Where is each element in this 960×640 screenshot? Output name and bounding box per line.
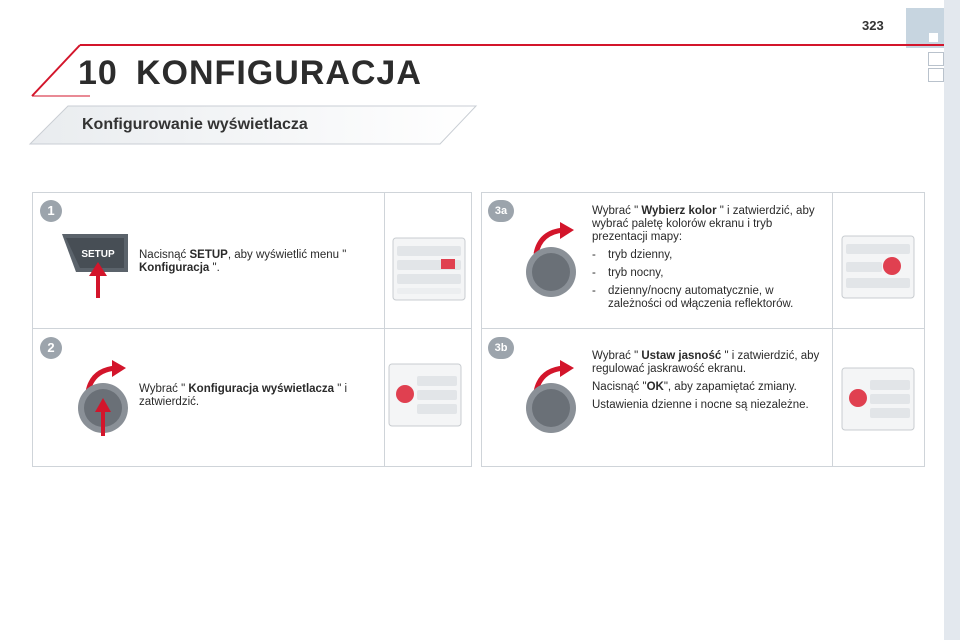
page-tab <box>906 8 944 48</box>
page-number: 323 <box>862 18 884 33</box>
list-item: - dzienny/nocny automatycznie, w zależności od włączenia reflektorów. <box>592 285 826 311</box>
setup-button-illustration <box>58 226 134 300</box>
side-marker-box <box>928 68 944 82</box>
rotary-knob-illustration <box>70 360 136 438</box>
radio-panel-thumbnail <box>840 230 916 306</box>
step-2-text: Wybrać " Konfiguracja wyświetlacza " i zatwierdzić. <box>139 383 348 408</box>
color-mode-list <box>592 249 826 311</box>
chapter-number: 10 <box>78 54 118 92</box>
step-badge-3b: 3b <box>488 337 514 359</box>
step-badge-2: 2 <box>40 337 62 359</box>
chapter-title: KONFIGURACJA <box>136 54 422 92</box>
rotary-knob-illustration <box>518 222 584 300</box>
step-badge-3a: 3a <box>488 200 514 222</box>
list-item: - tryb nocny, <box>592 267 826 280</box>
divider <box>481 328 925 329</box>
list-item: - tryb dzienny, <box>592 249 826 262</box>
divider <box>32 328 472 329</box>
chapter-rule <box>80 44 944 46</box>
divider <box>832 192 833 467</box>
radio-panel-thumbnail <box>387 358 463 434</box>
divider <box>384 192 385 467</box>
side-strip <box>944 0 960 640</box>
step-badge-1: 1 <box>40 200 62 222</box>
rotary-knob-illustration <box>518 360 584 438</box>
setup-label: SETUP <box>81 249 115 260</box>
section-title: Konfigurowanie wyświetlacza <box>82 116 308 133</box>
radio-panel-thumbnail <box>840 362 916 438</box>
step-3b-text: Wybrać " Ustaw jasność " i zatwierdzić, aby regulować jaskrawość ekranu. Nacisnąć "OK", aby zapamiętać zmiany. Ustawienia dzienne i nocne są niezależne. <box>592 350 820 411</box>
radio-panel-thumbnail <box>391 232 467 308</box>
step-3a-text: Wybrać " Wybierz kolor " i zatwierdzić, aby wybrać paletę kolorów ekranu i tryb prezentacji mapy: - tryb dzienny, - tryb nocny, - dzienny/nocny automatycznie, w zależności od włączenia reflektorów. <box>592 205 826 316</box>
step-1-text: Nacisnąć SETUP, aby wyświetlić menu " Konfiguracja ". <box>139 249 347 274</box>
side-marker-box <box>928 52 944 66</box>
